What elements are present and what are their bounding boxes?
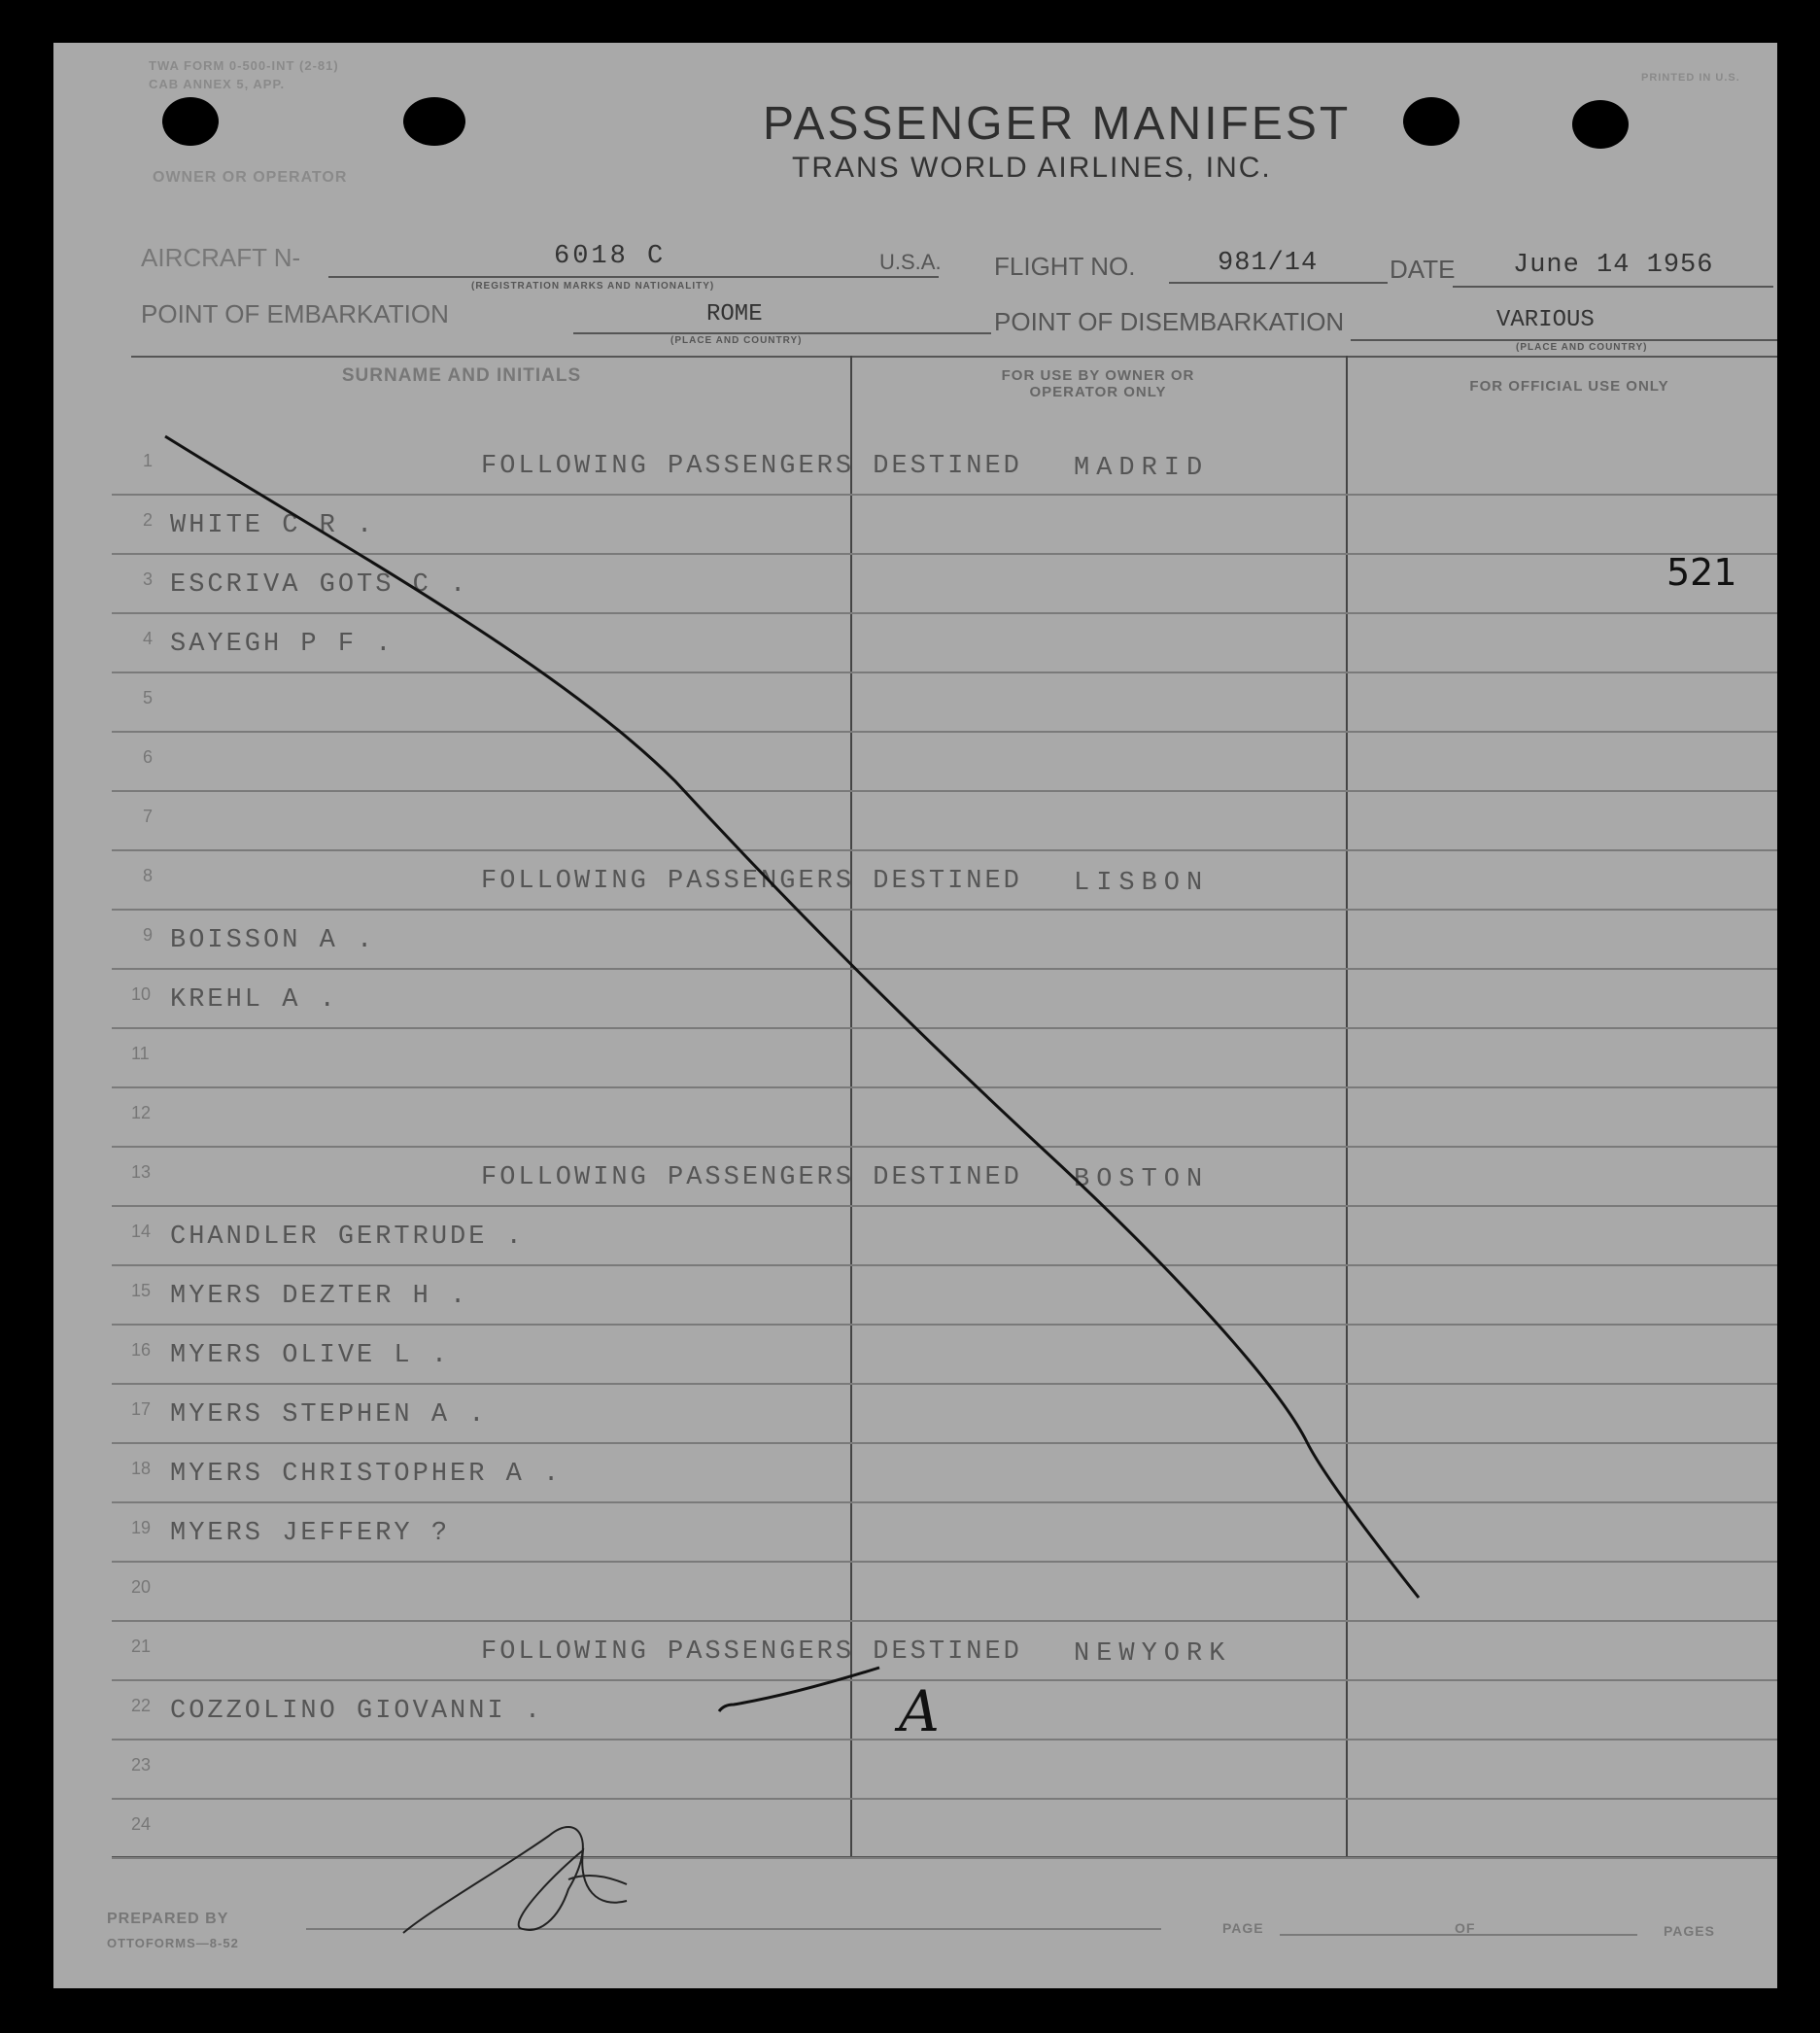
embarkation-sub-label: (PLACE AND COUNTRY) bbox=[670, 335, 803, 346]
printed-label: PRINTED IN U.S. bbox=[1641, 72, 1740, 84]
row-number: 9 bbox=[143, 925, 154, 945]
disembarkation-sub-label: (PLACE AND COUNTRY) bbox=[1516, 342, 1648, 353]
flight-number: 981/14 bbox=[1218, 249, 1319, 278]
row-number: 19 bbox=[131, 1518, 152, 1537]
passenger-name: SAYEGH P F . bbox=[170, 630, 395, 659]
row-number: 13 bbox=[131, 1162, 152, 1182]
column-header-official-use: FOR OFFICIAL USE ONLY bbox=[1469, 378, 1669, 395]
row-number: 7 bbox=[143, 807, 154, 826]
destination-city: NEWYORK bbox=[1074, 1639, 1232, 1669]
row-number: 6 bbox=[143, 747, 154, 767]
passenger-name: CHANDLER GERTRUDE . bbox=[170, 1223, 525, 1252]
page-label: PAGE bbox=[1222, 1920, 1264, 1936]
row-number: 23 bbox=[131, 1755, 152, 1775]
form-reference: OTTOFORMS—8-52 bbox=[107, 1936, 239, 1950]
disembarkation-value: VARIOUS bbox=[1496, 307, 1595, 333]
row-number: 12 bbox=[131, 1103, 152, 1122]
passenger-name: ESCRIVA GOTS C . bbox=[170, 570, 469, 600]
destination-header: FOLLOWING PASSENGERS DESTINED bbox=[481, 867, 1022, 896]
page-title: PASSENGER MANIFEST bbox=[763, 98, 1352, 150]
passenger-name: MYERS CHRISTOPHER A . bbox=[170, 1460, 563, 1489]
strike-through-line bbox=[165, 436, 1419, 1598]
passenger-name: MYERS DEZTER H . bbox=[170, 1282, 469, 1311]
aircraft-registration: 6018 C bbox=[554, 242, 667, 271]
check-tick bbox=[719, 1668, 879, 1711]
cab-annex: CAB ANNEX 5, APP. bbox=[149, 77, 286, 91]
pages-label: PAGES bbox=[1664, 1923, 1715, 1939]
row-number: 17 bbox=[131, 1399, 152, 1419]
owner-operator-label: OWNER OR OPERATOR bbox=[153, 169, 348, 186]
row-number: 24 bbox=[131, 1814, 152, 1834]
destination-city: LISBON bbox=[1074, 869, 1210, 898]
embarkation-label: POINT OF EMBARKATION bbox=[141, 299, 449, 328]
row-number: 2 bbox=[143, 510, 154, 530]
row-number: 20 bbox=[131, 1577, 152, 1597]
passenger-name: MYERS JEFFERY ? bbox=[170, 1519, 451, 1548]
row-number: 15 bbox=[131, 1281, 152, 1300]
row-number: 3 bbox=[143, 569, 154, 589]
nationality: U.S.A. bbox=[879, 250, 942, 274]
row-number: 21 bbox=[131, 1637, 152, 1656]
row-number: 10 bbox=[131, 984, 152, 1004]
of-label: OF bbox=[1455, 1920, 1476, 1936]
column-header-owner-use: FOR USE BY OWNER OR OPERATOR ONLY bbox=[1001, 367, 1195, 400]
destination-header: FOLLOWING PASSENGERS DESTINED bbox=[481, 1163, 1022, 1192]
handwriting-overlay bbox=[53, 43, 1777, 1988]
destination-city: BOSTON bbox=[1074, 1165, 1210, 1194]
passenger-name: KREHL A . bbox=[170, 985, 338, 1015]
row-number: 22 bbox=[131, 1696, 152, 1715]
flight-label: FLIGHT NO. bbox=[994, 252, 1136, 281]
stamp-number: 521 bbox=[1666, 551, 1737, 594]
row-number: 1 bbox=[143, 451, 154, 470]
column-header-surname: SURNAME AND INITIALS bbox=[341, 365, 582, 386]
destination-header: FOLLOWING PASSENGERS DESTINED bbox=[481, 1637, 1022, 1667]
date-value: June 14 1956 bbox=[1513, 251, 1714, 280]
prepared-by-label: PREPARED BY bbox=[107, 1911, 229, 1927]
aircraft-label: AIRCRAFT N- bbox=[141, 243, 301, 272]
row-number: 8 bbox=[143, 866, 154, 885]
row-number: 14 bbox=[131, 1222, 152, 1241]
passenger-name: BOISSON A . bbox=[170, 926, 376, 955]
manifest-sheet bbox=[53, 43, 1777, 1988]
handwritten-mark: A bbox=[899, 1678, 940, 1744]
airline-name: TRANS WORLD AIRLINES, INC. bbox=[792, 152, 1272, 184]
destination-city: MADRID bbox=[1074, 454, 1210, 483]
aircraft-sub-label: (REGISTRATION MARKS AND NATIONALITY) bbox=[471, 281, 715, 292]
disembarkation-label: POINT OF DISEMBARKATION bbox=[994, 307, 1345, 336]
embarkation-value: ROME bbox=[706, 301, 763, 327]
row-number: 5 bbox=[143, 688, 154, 707]
row-number: 11 bbox=[131, 1044, 150, 1063]
passenger-name: MYERS OLIVE L . bbox=[170, 1341, 451, 1370]
row-number: 16 bbox=[131, 1340, 152, 1360]
passenger-name: MYERS STEPHEN A . bbox=[170, 1400, 488, 1430]
row-number: 4 bbox=[143, 629, 154, 648]
row-number: 18 bbox=[131, 1459, 152, 1478]
date-label: DATE bbox=[1390, 255, 1456, 284]
passenger-name: COZZOLINO GIOVANNI . bbox=[170, 1697, 544, 1726]
destination-header: FOLLOWING PASSENGERS DESTINED bbox=[481, 452, 1022, 481]
signature bbox=[403, 1827, 627, 1933]
passenger-name: WHITE C R . bbox=[170, 511, 376, 540]
form-code: TWA FORM 0-500-INT (2-81) bbox=[149, 58, 339, 73]
